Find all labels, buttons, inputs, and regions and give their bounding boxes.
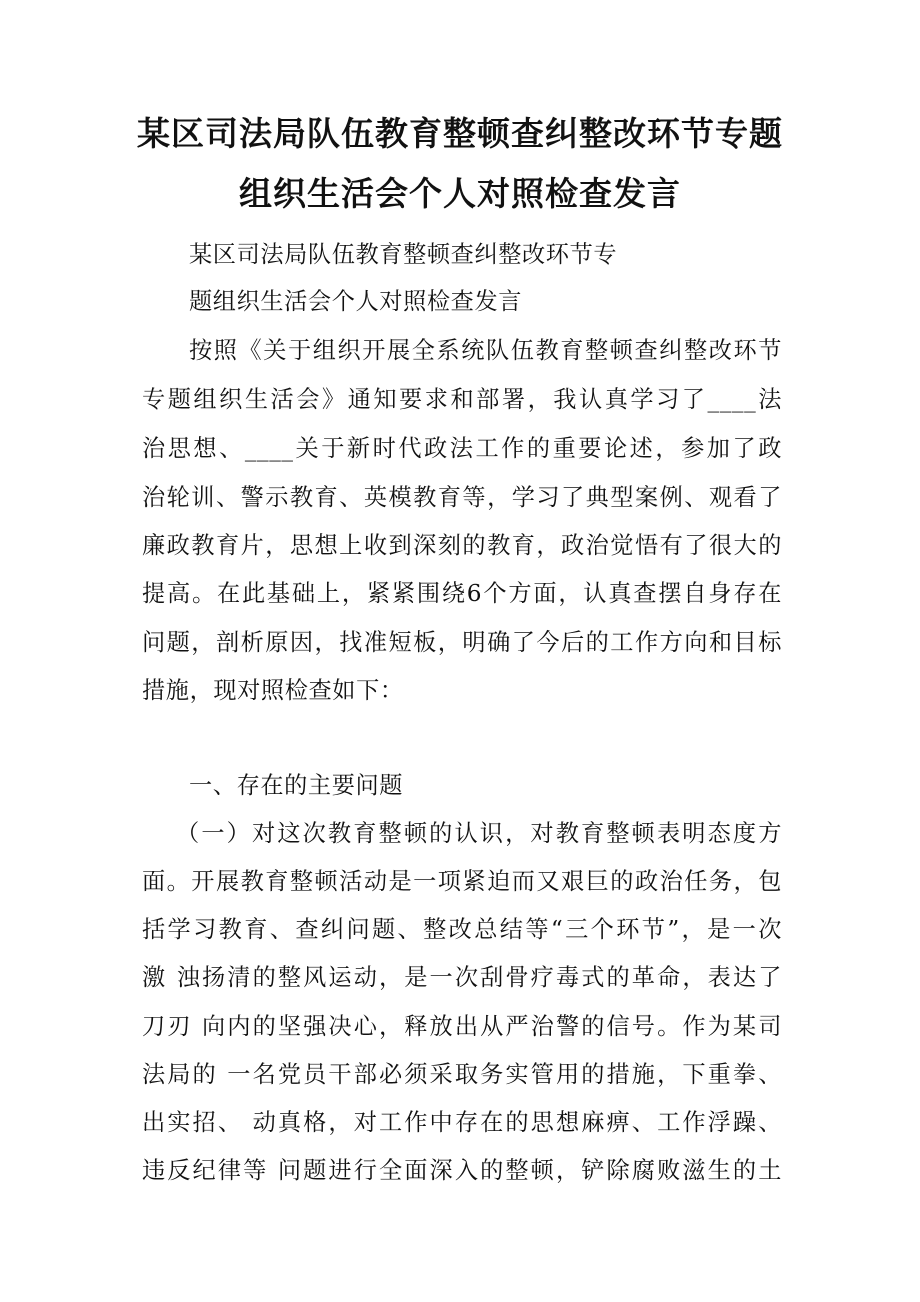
- section-paragraph-line: 刀刃 向内的坚强决心，释放出从严治警的信号。作为某司: [142, 1013, 782, 1040]
- section-paragraph-line: 括学习教育、查纠问题、整改总结等“三个环节”，是一次: [142, 916, 782, 943]
- section-paragraph-line: 面。开展教育整顿活动是一项紧迫而又艰巨的政治任务，包: [142, 868, 782, 895]
- document-title-line-2: 组织生活会个人对照检查发言: [239, 174, 681, 213]
- section-paragraph-line: （一）对这次教育整顿的认识，对教育整顿表明态度方: [176, 820, 782, 847]
- intro-paragraph-line: 治思想、____关于新时代政法工作的重要论述，参加了政: [142, 435, 782, 462]
- section-paragraph-line: 违反纪律等 问题进行全面深入的整顿，铲除腐败滋生的土: [142, 1157, 782, 1184]
- intro-paragraph-line: 专题组织生活会》通知要求和部署，我认真学习了____法: [142, 386, 782, 413]
- intro-paragraph-line: 廉政教育片，思想上收到深刻的教育，政治觉悟有了很大的: [142, 532, 782, 559]
- intro-paragraph-line: 按照《关于组织开展全系统队伍教育整顿查纠整改环节: [189, 337, 782, 364]
- intro-paragraph-line: 问题，剖析原因，找准短板，明确了今后的工作方向和目标: [142, 629, 782, 656]
- intro-paragraph-line: 治轮训、警示教育、英模教育等，学习了典型案例、观看了: [142, 484, 782, 511]
- section-paragraph-line: 出实招、 动真格，对工作中存在的思想麻痹、工作浮躁、: [142, 1109, 782, 1136]
- intro-paragraph-line: 措施，现对照检查如下：: [142, 677, 404, 704]
- section-paragraph-line: 激 浊扬清的整风运动，是一次刮骨疗毒式的革命，表达了: [142, 964, 782, 991]
- intro-paragraph-line: 提高。在此基础上，紧紧围绕6个方面，认真查摆自身存在: [142, 580, 782, 607]
- section-heading: 一、存在的主要问题: [189, 772, 404, 799]
- document-title-line-1: 某区司法局队伍教育整顿查纠整改环节专题: [137, 114, 783, 153]
- subtitle-line-1: 某区司法局队伍教育整顿查纠整改环节专: [189, 241, 618, 268]
- section-paragraph-line: 法局的 一名党员干部必须采取务实管用的措施，下重拳、: [142, 1061, 782, 1088]
- subtitle-line-2: 题组织生活会个人对照检查发言: [189, 288, 523, 315]
